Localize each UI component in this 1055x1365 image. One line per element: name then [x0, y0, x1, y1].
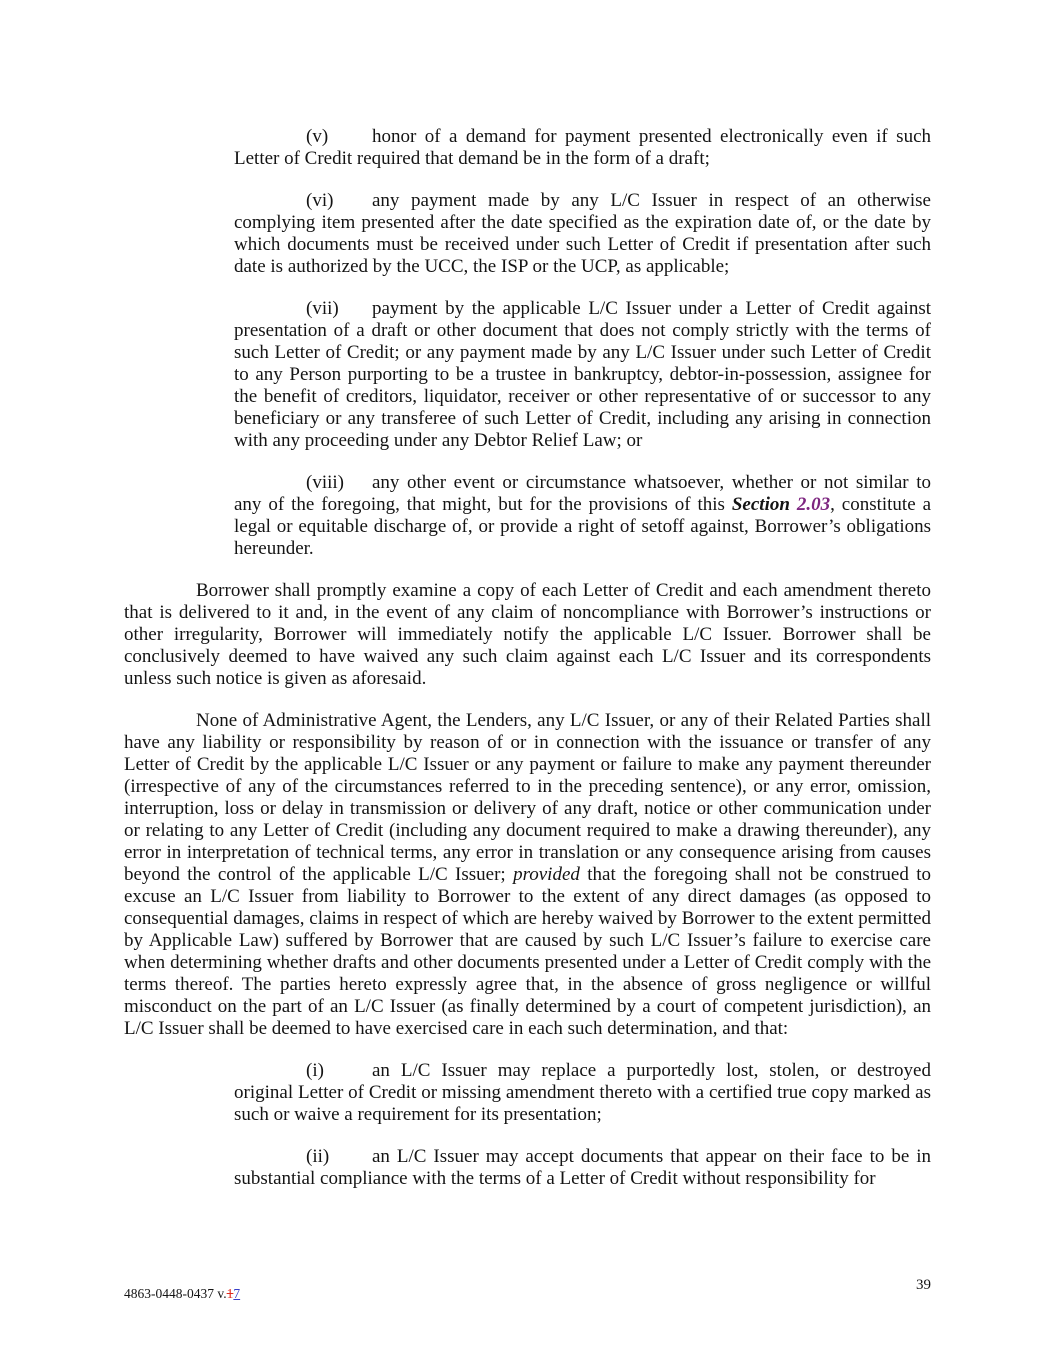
text-segment: that the foregoing shall not be construed to excuse an L/C Issuer from liability to Borrower to the extent of any direct damages (as opposed to consequential damages, claims in respect of which are hereby waived by Borrower to the extent permitted by Applicable Law) suffered by Borrower that are caused by such L/C Issuer’s failure to exercise care when determining whether drafts and other documents presented under a Letter of Credit comply with the terms thereof. The parties hereto expressly agree that, in the absence of gross negligence or willful misconduct on the part of an L/C Issuer (as finally determined by a court of competent jurisdiction), an L/C Issuer shall be deemed to have exercised care in each such determination, and that: — [124, 864, 931, 1039]
text-segment: Section — [731, 494, 797, 515]
clause-number: (i) — [306, 1060, 324, 1081]
text-segment: an L/C Issuer may replace a purportedly lost, stolen, or destroyed original Letter of Credit or missing amendment thereto with a certified true copy marked as such or waive a requirement for its presentation; — [234, 1060, 931, 1125]
footer-doc-id-prefix: 4863-0448-0437 v. — [124, 1286, 227, 1301]
clause-vii — [234, 298, 931, 452]
clause-vi — [234, 190, 931, 278]
clause-i — [234, 1060, 931, 1126]
footer-deleted-version: 1 — [226, 1286, 234, 1301]
document-body — [124, 126, 931, 1210]
footer-inserted-version: 7 — [233, 1286, 241, 1301]
clause-ii — [234, 1146, 931, 1190]
clause-number: (vii) — [306, 298, 339, 319]
clause-number: (ii) — [306, 1146, 330, 1167]
text-segment: , constitute a legal or equitable discharge of, or provide a right of setoff against, Borrower’s obligations hereunder. — [234, 494, 932, 559]
page-number: 39 — [916, 1277, 931, 1293]
paragraph-4 — [124, 580, 931, 690]
clause-number: (viii) — [306, 472, 344, 493]
text-segment: None of Administrative Agent, the Lenders, any L/C Issuer, or any of their Related Parties shall have any liability or responsibility by reason of or in connection with the issuance or transfer of any Letter of Credit by the applicable L/C Issuer or any payment or failure to make any payment thereunder (irrespective of any of the circumstances referred to in the preceding sentence), or any error, omission, interruption, loss or delay in transmission or delivery of any draft, notice or other communication under or relating to any Letter of Credit (including any document required to make a drawing thereunder), any error in interpretation of technical terms, any error in translation or any consequence arising from causes beyond the control of the applicable L/C Issuer; — [124, 710, 931, 885]
text-segment: 2.03 — [796, 494, 831, 515]
paragraph-5 — [124, 710, 931, 1040]
text-segment: Borrower shall promptly examine a copy of each Letter of Credit and each amendment thereto that is delivered to it and, in the event of any claim of noncompliance with Borrower’s instructions or other irregularity, Borrower will immediately notify the applicable L/C Issuer. Borrower shall be conclusively deemed to have waived any such claim against each L/C Issuer and its correspondents unless such notice is given as aforesaid. — [124, 580, 931, 689]
clause-number: (v) — [306, 126, 329, 147]
text-segment: honor of a demand for payment presented electronically even if such Letter of Credit required that demand be in the form of a draft; — [234, 126, 931, 169]
clause-viii — [234, 472, 931, 560]
text-segment: provided — [513, 864, 580, 885]
clause-number: (vi) — [306, 190, 334, 211]
text-segment: any other event or circumstance whatsoever, whether or not similar to any of the foregoing, that might, but for the provisions of this — [234, 472, 931, 515]
text-segment: an L/C Issuer may accept documents that appear on their face to be in substantial compliance with the terms of a Letter of Credit without responsibility for — [234, 1146, 931, 1189]
text-segment: payment by the applicable L/C Issuer under a Letter of Credit against presentation of a draft or other document that does not comply strictly with the terms of such Letter of Credit; or any payment made by any L/C Issuer under such Letter of Credit to any Person purporting to be a trustee in bankruptcy, debtor-in-possession, assignee for the benefit of creditors, liquidator, receiver or other representative of or successor to any beneficiary or any transferee of such Letter of Credit, including any arising in connection with any proceeding under any Debtor Relief Law; or — [234, 298, 931, 451]
text-segment: any payment made by any L/C Issuer in respect of an otherwise complying item presented after the date specified as the expiration date of, or the date by which documents must be received under such Letter of Credit if presentation after such date is authorized by the UCC, the ISP or the UCP, as applicable; — [234, 190, 931, 277]
clause-v — [234, 126, 931, 170]
